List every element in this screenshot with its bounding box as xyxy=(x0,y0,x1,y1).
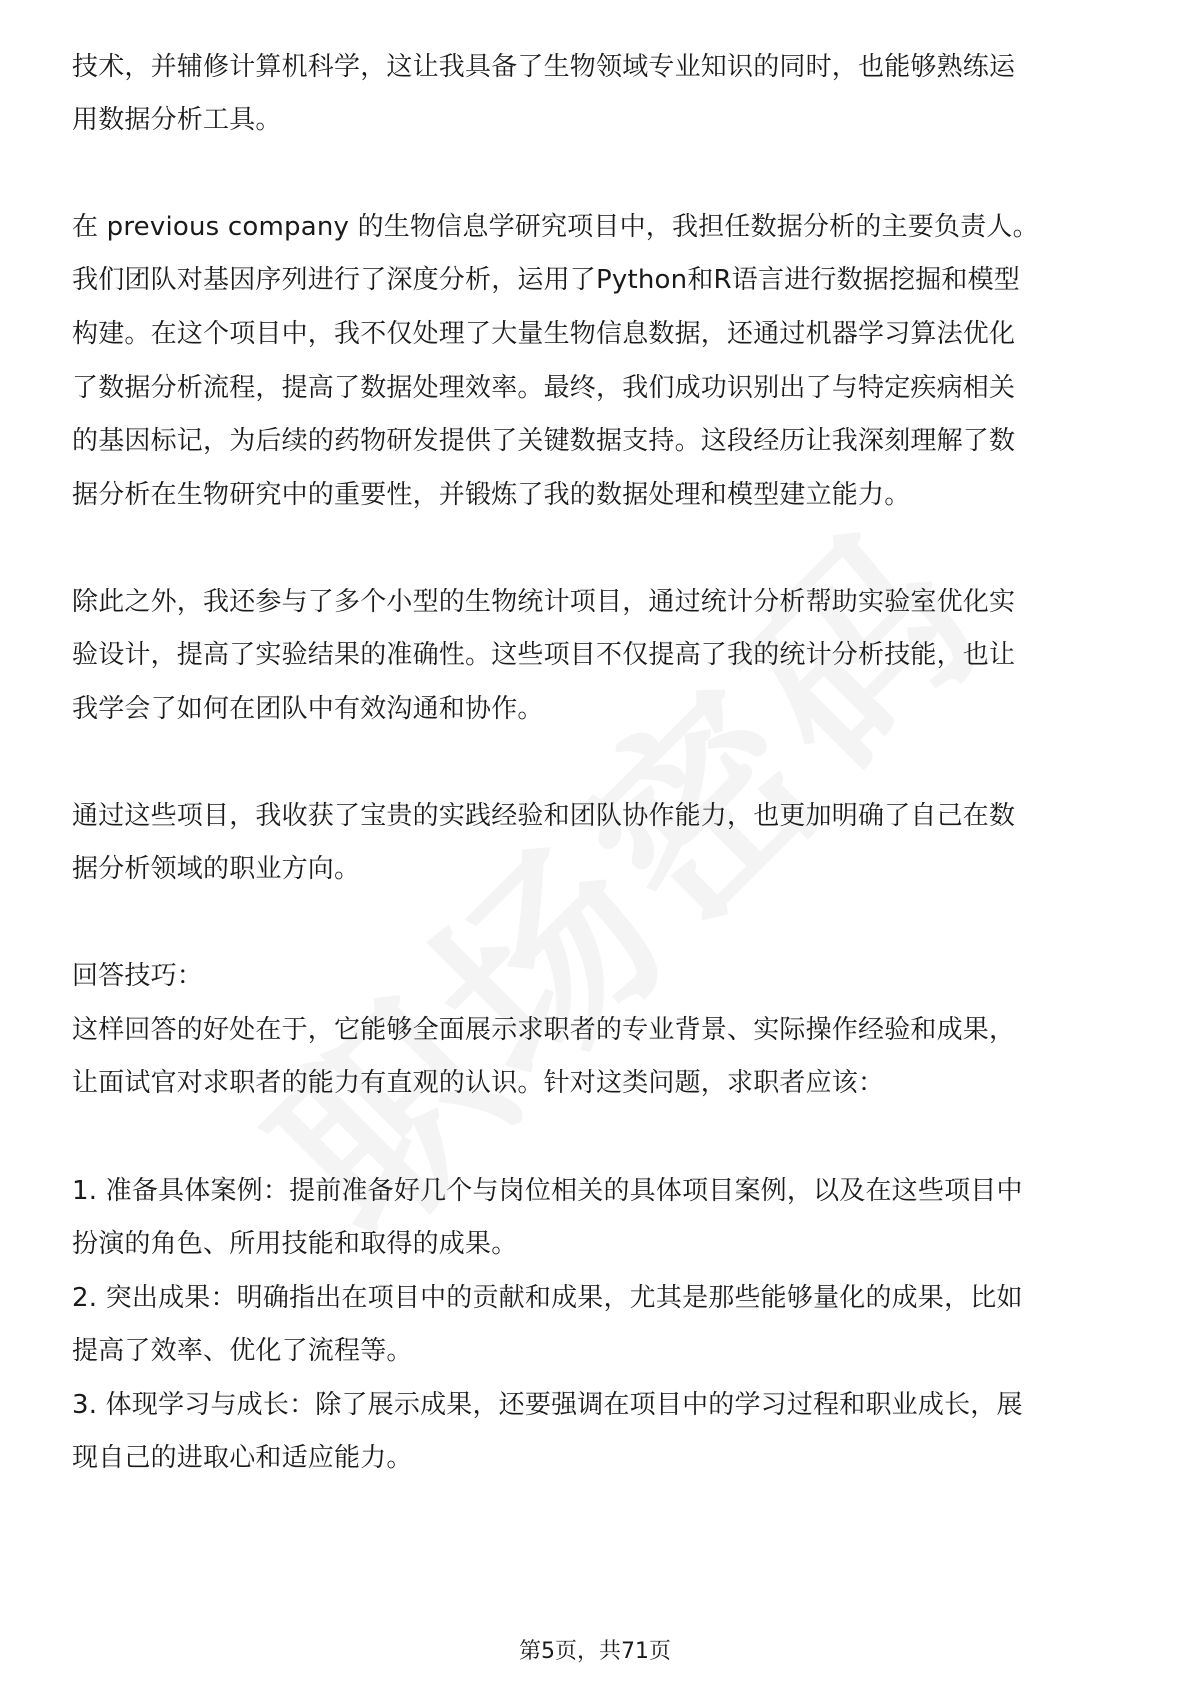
body-text-line: 我们团队对基因序列进行了深度分析，运用了Python和R语言进行数据挖掘和模型 xyxy=(72,265,1020,295)
body-text-line: 的基因标记，为后续的药物研发提供了关键数据支持。这段经历让我深刻理解了数 xyxy=(72,426,1016,456)
body-text-line: 通过这些项目，我收获了宝贵的实践经验和团队协作能力，也更加明确了自己在数 xyxy=(72,801,1016,831)
body-text-line: 技术，并辅修计算机科学，这让我具备了生物领域专业知识的同时，也能够熟练运 xyxy=(72,52,1016,82)
section-heading: 回答技巧： xyxy=(72,961,204,991)
body-text-line: 除此之外，我还参与了多个小型的生物统计项目，通过统计分析帮助实验室优化实 xyxy=(72,587,1016,617)
list-item-line: 现自己的进取心和适应能力。 xyxy=(72,1443,413,1473)
page-number-footer: 第5页，共71页 xyxy=(519,1639,671,1664)
list-item-line: 2. 突出成果：明确指出在项目中的贡献和成果，尤其是那些能够量化的成果，比如 xyxy=(72,1283,1023,1313)
body-text-line: 验设计，提高了实验结果的准确性。这些项目不仅提高了我的统计分析技能，也让 xyxy=(72,640,1016,670)
body-text-line: 我学会了如何在团队中有效沟通和协作。 xyxy=(72,694,544,724)
list-item-line: 3. 体现学习与成长：除了展示成果，还要强调在项目中的学习过程和职业成长，展 xyxy=(72,1390,1023,1420)
list-item-line: 1. 准备具体案例：提前准备好几个与岗位相关的具体项目案例，以及在这些项目中 xyxy=(72,1176,1023,1206)
body-text-line: 这样回答的好处在于，它能够全面展示求职者的专业背景、实际操作经验和成果， xyxy=(72,1015,1016,1045)
body-text-line: 用数据分析工具。 xyxy=(72,105,282,135)
body-text-line: 在 previous company 的生物信息学研究项目中，我担任数据分析的主要负责人。 xyxy=(72,212,1039,242)
watermark xyxy=(200,440,1020,1260)
body-text-line: 了数据分析流程，提高了数据处理效率。最终，我们成功识别出了与特定疾病相关 xyxy=(72,373,1016,403)
body-text-line: 构建。在这个项目中，我不仅处理了大量生物信息数据，还通过机器学习算法优化 xyxy=(72,319,1016,349)
list-item-line: 扮演的角色、所用技能和取得的成果。 xyxy=(72,1229,518,1259)
body-text-line: 据分析在生物研究中的重要性，并锻炼了我的数据处理和模型建立能力。 xyxy=(72,480,911,510)
list-item-line: 提高了效率、优化了流程等。 xyxy=(72,1336,413,1366)
body-text-line: 据分析领域的职业方向。 xyxy=(72,854,361,884)
body-text-line: 让面试官对求职者的能力有直观的认识。针对这类问题，求职者应该： xyxy=(72,1068,885,1098)
